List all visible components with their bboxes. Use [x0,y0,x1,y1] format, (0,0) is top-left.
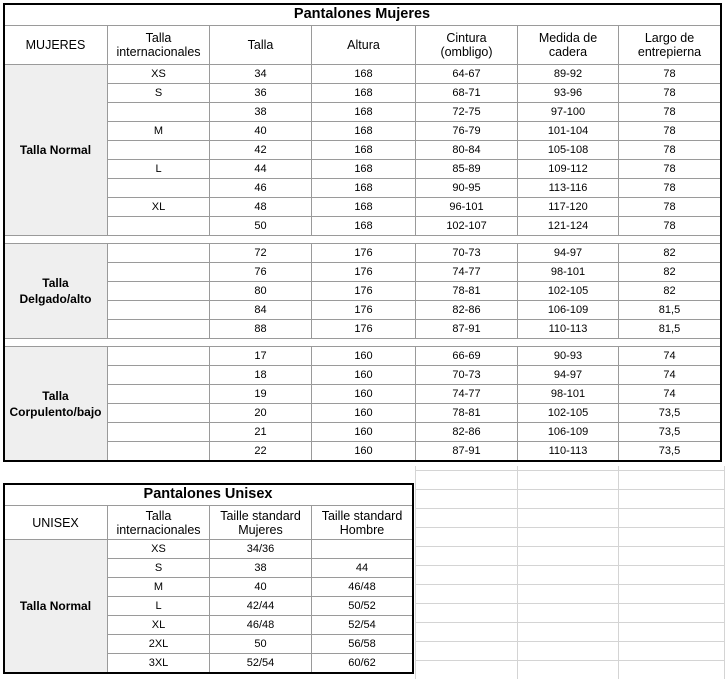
women-cell[interactable]: 82 [619,263,721,282]
women-header-3[interactable]: Altura [312,26,416,65]
women-header-4[interactable]: Cintura (ombligo) [416,26,518,65]
women-cell[interactable]: 160 [312,423,416,442]
women-header-5[interactable]: Medida de cadera [518,26,619,65]
unisex-cell[interactable]: M [108,578,210,597]
women-cell[interactable]: 168 [312,122,416,141]
women-cell[interactable] [108,141,210,160]
women-cell[interactable] [108,179,210,198]
women-cell[interactable]: 40 [210,122,312,141]
women-group-label-1[interactable]: Talla Delgado/alto [4,244,108,339]
unisex-group-label[interactable]: Talla Normal [4,540,108,673]
women-cell[interactable]: 90-93 [518,347,619,366]
women-cell[interactable]: 82-86 [416,423,518,442]
women-cell[interactable]: 50 [210,217,312,236]
women-cell[interactable]: 176 [312,320,416,339]
gridline [415,584,725,585]
women-cell[interactable]: 94-97 [518,366,619,385]
unisex-cell[interactable]: 50/52 [312,597,413,616]
gridline [415,641,725,642]
women-cell[interactable]: 168 [312,179,416,198]
women-cell[interactable]: 176 [312,263,416,282]
unisex-cell[interactable]: L [108,597,210,616]
women-cell[interactable]: 73,5 [619,442,721,461]
unisex-table-title[interactable]: Pantalones Unisex [4,484,413,506]
women-cell[interactable]: 168 [312,84,416,103]
women-cell[interactable] [108,385,210,404]
unisex-cell[interactable]: 56/58 [312,635,413,654]
women-cell[interactable]: 78 [619,198,721,217]
women-cell[interactable] [108,320,210,339]
unisex-cell[interactable]: 44 [312,559,413,578]
unisex-cell[interactable]: 40 [210,578,312,597]
women-cell[interactable]: 70-73 [416,244,518,263]
women-cell[interactable]: 176 [312,244,416,263]
women-cell[interactable]: 72-75 [416,103,518,122]
women-cell[interactable] [108,244,210,263]
women-cell[interactable]: 88 [210,320,312,339]
unisex-cell[interactable] [312,540,413,559]
women-cell[interactable]: 109-112 [518,160,619,179]
women-cell[interactable]: 34 [210,65,312,84]
women-cell[interactable]: 20 [210,404,312,423]
women-cell[interactable]: 102-105 [518,404,619,423]
women-cell[interactable] [108,103,210,122]
women-cell[interactable]: 73,5 [619,404,721,423]
women-group-label-0[interactable]: Talla Normal [4,65,108,236]
women-cell[interactable]: 78 [619,122,721,141]
women-cell[interactable]: 78 [619,217,721,236]
women-header-2[interactable]: Talla [210,26,312,65]
women-cell[interactable]: 66-69 [416,347,518,366]
women-cell[interactable]: 82-86 [416,301,518,320]
women-cell[interactable]: 160 [312,385,416,404]
unisex-header-3[interactable]: Taille standard Hombre [312,506,413,540]
women-header-1[interactable]: Talla internacionales [108,26,210,65]
women-cell[interactable]: 70-73 [416,366,518,385]
unisex-header-2[interactable]: Taille standard Mujeres [210,506,312,540]
women-cell[interactable]: 80 [210,282,312,301]
women-header-0[interactable]: MUJERES [4,26,108,65]
women-cell[interactable] [108,301,210,320]
women-cell[interactable]: 168 [312,103,416,122]
women-table-title[interactable]: Pantalones Mujeres [4,4,721,26]
women-cell[interactable]: 81,5 [619,301,721,320]
women-cell[interactable]: L [108,160,210,179]
women-cell[interactable]: 38 [210,103,312,122]
women-cell[interactable]: 73,5 [619,423,721,442]
women-cell[interactable]: 121-124 [518,217,619,236]
women-cell[interactable]: 102-107 [416,217,518,236]
women-cell[interactable]: 74 [619,347,721,366]
women-cell[interactable]: 78 [619,160,721,179]
women-cell[interactable]: 110-113 [518,320,619,339]
women-cell[interactable] [108,217,210,236]
women-cell[interactable]: 78 [619,103,721,122]
women-cell[interactable]: 168 [312,160,416,179]
women-cell[interactable]: 76-79 [416,122,518,141]
women-cell[interactable]: 78-81 [416,404,518,423]
women-cell[interactable]: 168 [312,65,416,84]
women-cell[interactable]: 106-109 [518,301,619,320]
women-group-label-2[interactable]: Talla Corpulento/bajo [4,347,108,461]
women-cell[interactable]: 102-105 [518,282,619,301]
gridline [415,565,725,566]
women-cell[interactable]: XS [108,65,210,84]
women-cell[interactable]: 80-84 [416,141,518,160]
unisex-cell[interactable]: 38 [210,559,312,578]
women-cell[interactable]: 78 [619,141,721,160]
unisex-cell[interactable]: 52/54 [210,654,312,673]
women-cell[interactable]: 78 [619,84,721,103]
women-cell[interactable]: 105-108 [518,141,619,160]
unisex-cell[interactable]: S [108,559,210,578]
unisex-cell[interactable]: 42/44 [210,597,312,616]
women-cell[interactable]: 72 [210,244,312,263]
women-cell[interactable]: 98-101 [518,263,619,282]
women-cell[interactable]: 17 [210,347,312,366]
women-cell[interactable]: 76 [210,263,312,282]
women-cell[interactable]: 160 [312,366,416,385]
women-cell[interactable]: 160 [312,442,416,461]
women-cell[interactable]: M [108,122,210,141]
women-cell[interactable]: 106-109 [518,423,619,442]
women-cell[interactable]: 19 [210,385,312,404]
women-cell[interactable]: 78 [619,179,721,198]
women-cell[interactable]: 110-113 [518,442,619,461]
unisex-header-0[interactable]: UNISEX [4,506,108,540]
women-cell[interactable]: 94-97 [518,244,619,263]
women-cell[interactable] [108,263,210,282]
women-cell[interactable]: S [108,84,210,103]
women-cell[interactable]: 22 [210,442,312,461]
women-cell[interactable]: 93-96 [518,84,619,103]
women-cell[interactable]: 74 [619,366,721,385]
women-cell[interactable]: 97-100 [518,103,619,122]
women-cell[interactable]: 101-104 [518,122,619,141]
women-cell[interactable] [108,282,210,301]
women-cell[interactable]: 89-92 [518,65,619,84]
women-cell[interactable]: 82 [619,244,721,263]
unisex-cell[interactable]: 2XL [108,635,210,654]
women-cell[interactable]: 74 [619,385,721,404]
women-cell[interactable]: 74-77 [416,263,518,282]
women-cell[interactable]: 42 [210,141,312,160]
unisex-cell[interactable]: 50 [210,635,312,654]
women-cell[interactable] [108,366,210,385]
women-cell[interactable] [108,423,210,442]
women-cell[interactable]: 21 [210,423,312,442]
unisex-cell[interactable]: 60/62 [312,654,413,673]
women-cell[interactable] [108,442,210,461]
gridline [517,466,518,679]
women-cell[interactable]: 82 [619,282,721,301]
women-cell[interactable]: 46 [210,179,312,198]
women-cell[interactable]: 36 [210,84,312,103]
women-cell[interactable]: 68-71 [416,84,518,103]
women-cell[interactable]: 176 [312,301,416,320]
women-cell[interactable] [108,404,210,423]
gridline [415,489,725,490]
women-cell[interactable]: 87-91 [416,442,518,461]
women-cell[interactable]: 160 [312,404,416,423]
gridline [415,466,416,679]
women-cell[interactable]: 18 [210,366,312,385]
gridline [618,466,619,679]
women-cell[interactable]: 98-101 [518,385,619,404]
gridline [415,622,725,623]
unisex-cell[interactable]: 46/48 [210,616,312,635]
unisex-cell[interactable]: 3XL [108,654,210,673]
women-cell[interactable]: 96-101 [416,198,518,217]
women-cell[interactable]: 160 [312,347,416,366]
women-header-6[interactable]: Largo de entrepierna [619,26,721,65]
gridline [415,527,725,528]
women-cell[interactable]: 78-81 [416,282,518,301]
women-cell[interactable]: 64-67 [416,65,518,84]
women-cell[interactable]: 48 [210,198,312,217]
gridline [415,603,725,604]
unisex-cell[interactable]: XL [108,616,210,635]
women-cell[interactable]: 84 [210,301,312,320]
women-cell[interactable] [108,347,210,366]
gridline [415,508,725,509]
unisex-cell[interactable]: 46/48 [312,578,413,597]
women-cell[interactable]: 87-91 [416,320,518,339]
women-cell[interactable]: 44 [210,160,312,179]
women-cell[interactable]: 74-77 [416,385,518,404]
unisex-cell[interactable]: 34/36 [210,540,312,559]
women-cell[interactable]: 113-116 [518,179,619,198]
spacer-row[interactable] [4,339,721,347]
women-cell[interactable]: XL [108,198,210,217]
women-cell[interactable]: 168 [312,198,416,217]
gridline [415,546,725,547]
unisex-cell[interactable]: 52/54 [312,616,413,635]
women-cell[interactable]: 90-95 [416,179,518,198]
women-cell[interactable]: 176 [312,282,416,301]
gridline [415,470,725,471]
unisex-header-1[interactable]: Talla internacionales [108,506,210,540]
women-cell[interactable]: 117-120 [518,198,619,217]
spacer-row[interactable] [4,236,721,244]
women-cell[interactable]: 78 [619,65,721,84]
unisex-cell[interactable]: XS [108,540,210,559]
women-cell[interactable]: 168 [312,217,416,236]
women-cell[interactable]: 168 [312,141,416,160]
women-cell[interactable]: 85-89 [416,160,518,179]
women-cell[interactable]: 81,5 [619,320,721,339]
gridline [415,660,725,661]
